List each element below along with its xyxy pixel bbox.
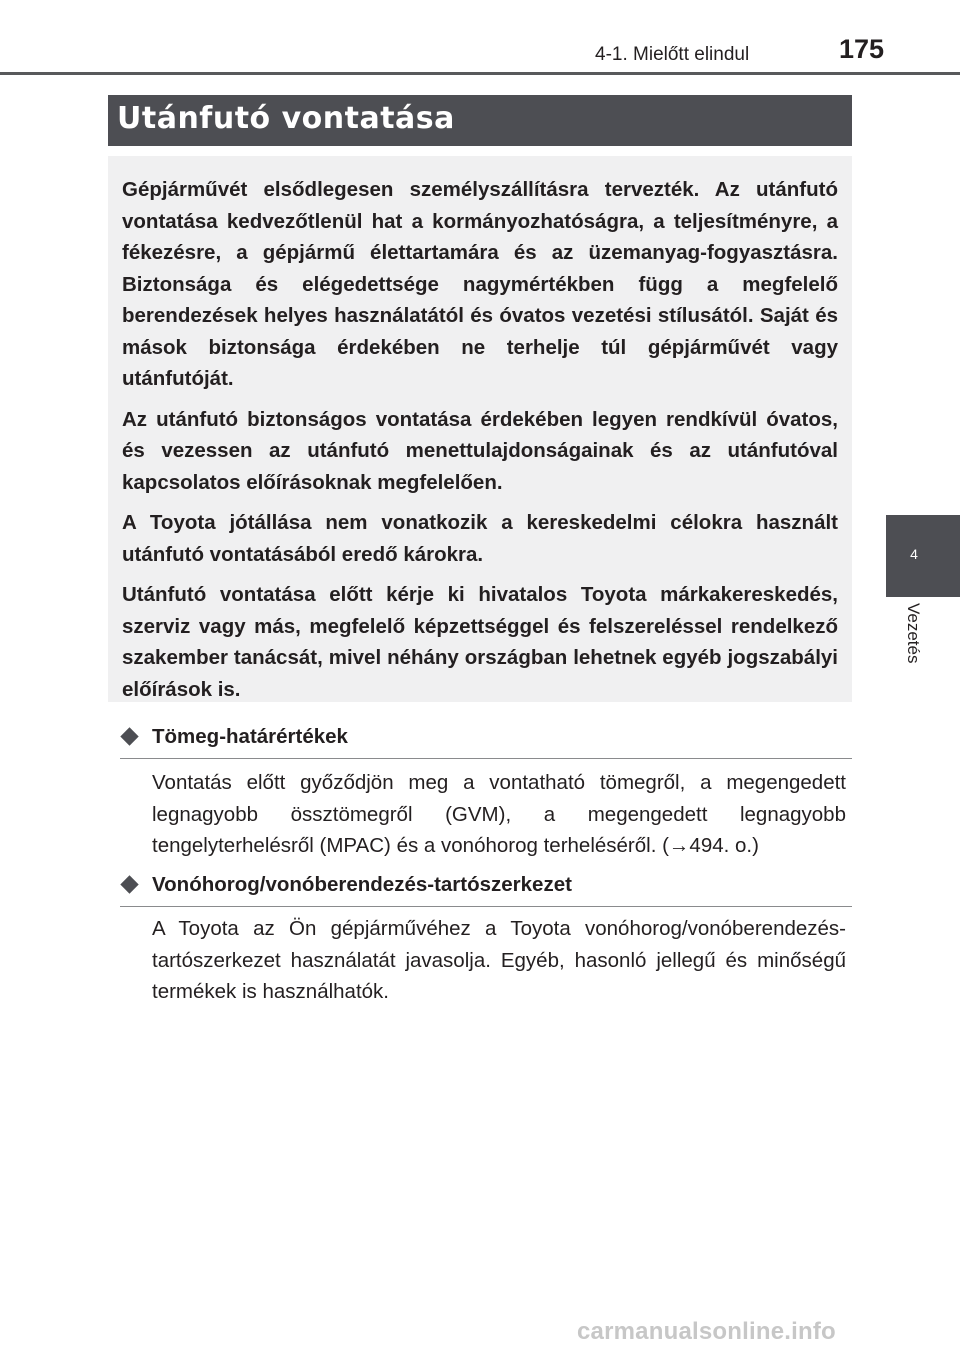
diamond-bullet-icon (120, 727, 138, 745)
section-title: Vonóhorog/vonóberendezés-tartószerkezet (152, 873, 572, 896)
chapter-number: 4 (910, 546, 918, 562)
section-body-weight-limits: Vontatás előtt győződjön meg a vontatható tömegről, a megengedett legnagyobb össztömegről (GVM), a megengedett legnagyobb tengelyterhelésről (MPAC) és a vonóhorog terheléséről. (→494. o.) (152, 771, 846, 857)
intro-paragraph: A Toyota jótállása nem vonatkozik a kereskedelmi célokra használt utánfutó vontatásából eredő károkra. (122, 511, 838, 566)
chapter-label: Vezetés (904, 603, 923, 664)
intro-paragraph: Utánfutó vontatása előtt kérje ki hivatalos Toyota márkakereskedés, szerviz vagy más, megfelelő képzettséggel és felszereléssel rendelkező szakember tanácsát, mivel néhány országban lehetnek egyéb jogszabályi előírások is. (122, 583, 838, 701)
page-number: 175 (839, 34, 885, 64)
page-title: Utánfutó vontatása (117, 101, 455, 136)
intro-box (108, 156, 852, 702)
watermark: carmanualsonline.info (577, 1318, 836, 1345)
section-heading-towbar (120, 872, 852, 907)
section-title: Tömeg-határértékek (152, 725, 348, 748)
chapter-tab (886, 515, 960, 597)
intro-paragraph: Gépjárművét elsődlegesen személyszállításra tervezték. Az utánfutó vontatása kedvezőtlenül hat a kormányozhatóságra, a teljesítményre, a fékezésre, a gépjármű élettartamára és az üzemanyag-fogyasztásra. Biztonsága és elégedettsége nagymértékben függ a megfelelő berendezések helyes használatától és óvatos vezetési stílusától. Saját és mások biztonsága érdekében ne terhelje túl gépjárművét vagy utánfutóját. (122, 178, 838, 390)
section-heading-weight-limits (120, 724, 852, 759)
section-body-towbar: A Toyota az Ön gépjárművéhez a Toyota vonóhorog/vonóberendezés-tartószerkezet használatát javasolja. Egyéb, hasonló jellegű és minőségű termékek is használhatók. (152, 917, 846, 1003)
diamond-bullet-icon (120, 875, 138, 893)
title-bar (108, 95, 852, 146)
header-divider (0, 72, 960, 75)
header-section-title: 4-1. Mielőtt elindul (595, 44, 750, 65)
intro-paragraph: Az utánfutó biztonságos vontatása érdekében legyen rendkívül óvatos, és vezessen az utánfutó menettulajdonságainak és az utánfutóval kapcsolatos előírásoknak megfelelően. (122, 407, 838, 494)
